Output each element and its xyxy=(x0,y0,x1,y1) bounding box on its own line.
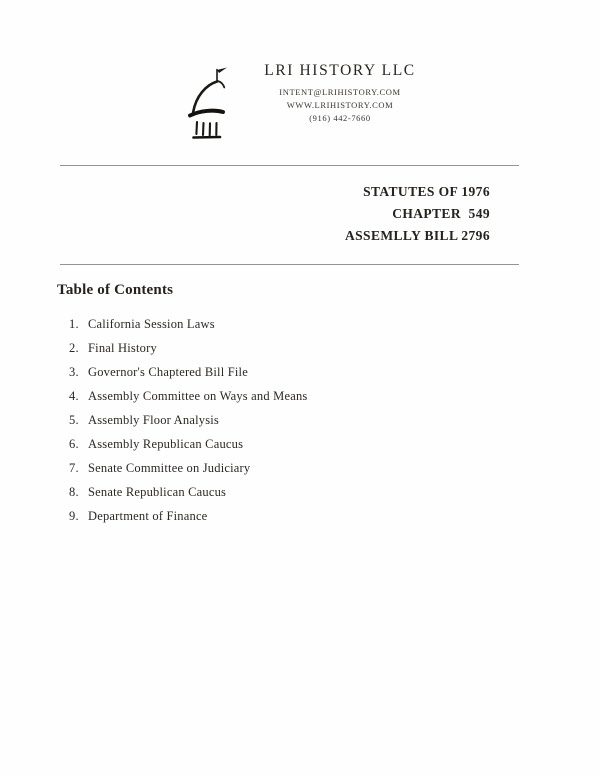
capitol-dome-sketch-icon xyxy=(184,66,238,140)
toc-item-number: 4. xyxy=(69,389,79,403)
toc-list xyxy=(0,312,600,528)
toc-item-label: Senate Republican Caucus xyxy=(88,485,227,499)
company-name: LRI HISTORY LLC xyxy=(264,62,416,79)
toc-item-label: Senate Committee on Judiciary xyxy=(88,461,251,475)
toc-item-label: Governor's Chaptered Bill File xyxy=(88,365,248,379)
toc-item xyxy=(69,456,600,480)
company-email: INTENT@LRIHISTORY.COM xyxy=(279,87,401,97)
toc-item-number: 2. xyxy=(69,341,79,355)
top-divider xyxy=(60,165,519,166)
statutes-line: STATUTES OF 1976 xyxy=(363,184,490,199)
bill-line: ASSEMLLY BILL 2796 xyxy=(344,228,490,243)
toc-item xyxy=(69,336,600,360)
bottom-divider xyxy=(60,264,519,265)
toc-item xyxy=(69,432,600,456)
toc-item xyxy=(69,480,600,504)
toc-item-number: 5. xyxy=(69,413,79,427)
toc-item-number: 9. xyxy=(69,509,79,523)
letterhead xyxy=(0,0,600,140)
toc-item-label: Assembly Committee on Ways and Means xyxy=(88,389,308,403)
toc-item xyxy=(69,504,600,528)
toc-item-number: 7. xyxy=(69,461,79,475)
toc-item-number: 1. xyxy=(69,317,79,331)
letterhead-text xyxy=(264,62,415,125)
statute-heading xyxy=(0,181,600,247)
company-phone: (916) 442-7660 xyxy=(309,113,371,123)
toc-item xyxy=(69,360,600,384)
toc-item-label: Final History xyxy=(88,341,157,355)
toc-item-label: California Session Laws xyxy=(88,317,215,331)
toc-item-label: Assembly Floor Analysis xyxy=(88,413,219,427)
toc-item-number: 3. xyxy=(69,365,79,379)
toc-item-number: 8. xyxy=(69,485,79,499)
toc-item-number: 6. xyxy=(69,437,79,451)
company-website: WWW.LRIHISTORY.COM xyxy=(286,100,394,110)
toc-item xyxy=(69,384,600,408)
toc-title: Table of Contents xyxy=(57,282,174,298)
toc-item xyxy=(69,408,600,432)
chapter-line: CHAPTER 549 xyxy=(392,206,490,221)
toc-item-label: Assembly Republican Caucus xyxy=(88,437,244,451)
toc-item xyxy=(69,312,600,336)
toc-item-label: Department of Finance xyxy=(88,509,208,523)
